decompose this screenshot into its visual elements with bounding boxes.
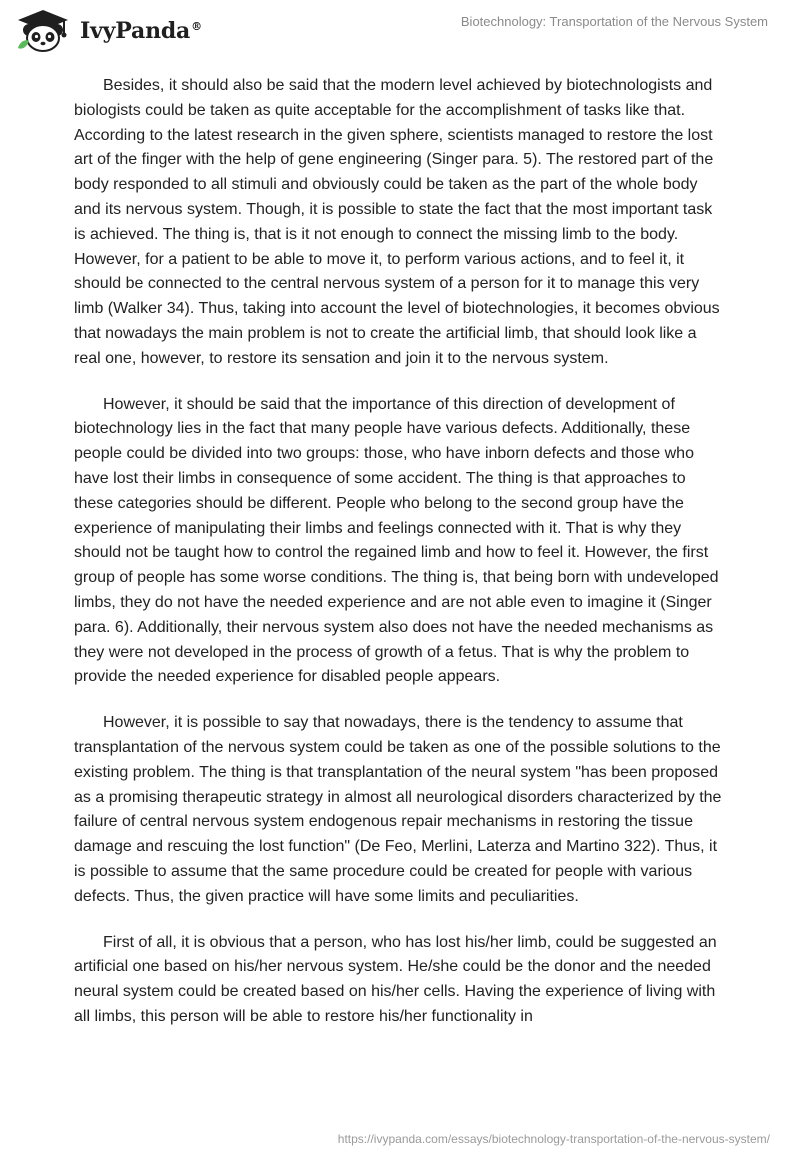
document-title: Biotechnology: Transportation of the Nervous System xyxy=(460,14,768,29)
brand-name: IvyPanda® xyxy=(80,18,202,44)
paragraph: However, it should be said that the importance of this direction of development of biotechnology lies in the fact that many people have various defects. Additionally, these people could be divided into two groups: those, who have inborn defects and those who have lost their limbs in consequence of some accident. The thing is that approaches to these categories should be different. People who belong to the second group have the experience of manipulating their limbs and feelings connected with it. That is why they should not be taught how to control the regained limb and how to feel it. However, the first group of people has some worse conditions. The thing is, that being born with undeveloped limbs, they do not have the needed experience and are not able even to imagine it (Singer para. 6). Additionally, their nervous system also does not have the needed mechanisms as they were not developed in the process of growth of a fetus. That is why the problem to provide the needed experience for disabled people appears. xyxy=(74,395,719,686)
source-url-link[interactable]: https://ivypanda.com/essays/biotechnology-transportation-of-the-nervous-system/ xyxy=(337,1132,770,1146)
paragraph: However, it is possible to say that nowadays, there is the tendency to assume that transplantation of the nervous system could be taken as one of the possible solutions to the existing problem. The thing is that transplantation of the neural system "has been proposed as a promising therapeutic strategy in almost all neurological disorders characterized by the failure of central nervous system endogenous repair mechanisms in restoring the tissue damage and rescuing the lost function" (De Feo, Merlini, Laterza and Martino 322). Thus, it is possible to assume that the same procedure could be created for people with various defects. Thus, the given practice will have some limits and peculiarities. xyxy=(74,714,722,905)
page-header xyxy=(0,0,800,60)
paragraph: First of all, it is obvious that a person, who has lost his/her limb, could be suggested an artificial one based on his/her nervous system. He/she could be the donor and the needed neural system could be created based on his/her cells. Having the experience of living with all limbs, this person will be able to restore his/her functionality in xyxy=(74,933,717,1025)
registered-mark: ® xyxy=(191,19,202,33)
ivypanda-logo[interactable] xyxy=(14,8,202,54)
essay-body xyxy=(74,74,724,1051)
panda-graduate-icon xyxy=(14,8,72,54)
paragraph: Besides, it should also be said that the modern level achieved by biotechnologists and biologists could be taken as quite acceptable for the accomplishment of tasks like that. According to the latest research in the given sphere, scientists managed to restore the lost art of the finger with the help of gene engineering (Singer para. 5). The restored part of the body responded to all stimuli and obviously could be taken as the part of the whole body and its nervous system. Though, it is possible to state the fact that the most important task is achieved. The thing is, that is it not enough to connect the missing limb to the body. However, for a patient to be able to move it, to perform various actions, and to feel it, it should be connected to the central nervous system of a person for it to manage this very limb (Walker 34). Thus, taking into account the level of biotechnologies, it becomes obvious that nowadays the main problem is not to create the artificial limb, that should look like a real one, however, to restore its sensation and join it to the nervous system. xyxy=(74,77,720,367)
